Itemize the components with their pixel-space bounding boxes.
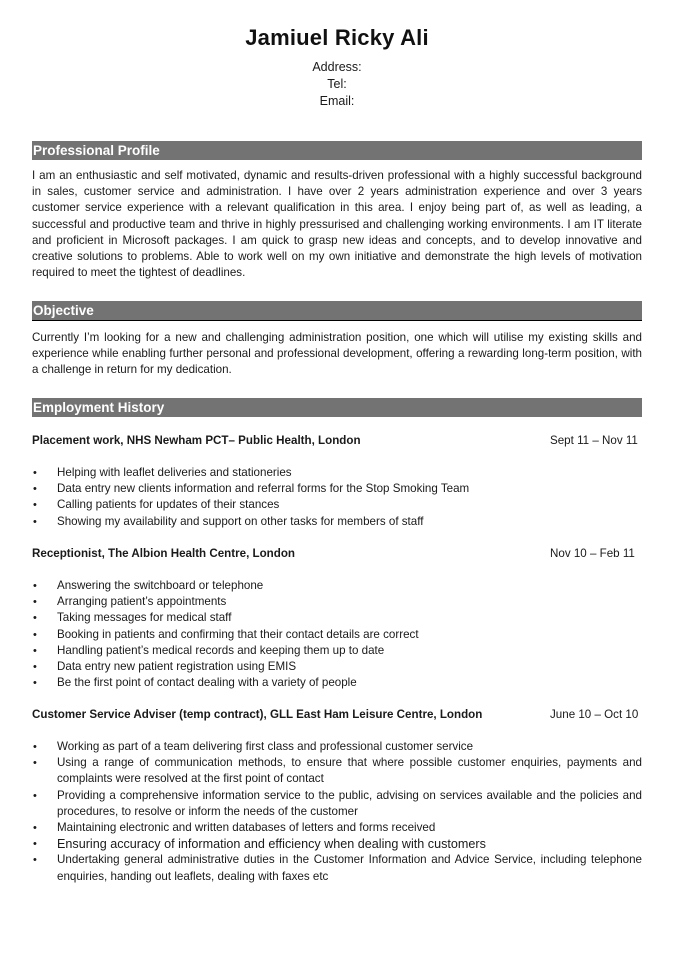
list-item: • Answering the switchboard or telephone	[32, 578, 642, 594]
list-item: • Ensuring accuracy of information and efficiency when dealing with customers	[33, 837, 486, 852]
bullet-icon: •	[33, 854, 37, 867]
bullet-icon: •	[33, 483, 37, 496]
bullet-icon: •	[33, 580, 37, 592]
bullet-icon: •	[33, 661, 37, 674]
professional-profile-text: I am an enthusiastic and self motivated, dynamic and results-driven professional with a highly successful background in sales, customer service and administration. I have over 2 years administration experience and over 3 years customer service experience with a relevant qualification in this area. I enjoy being part of, as well as leading, a successful and productive team and thrive in highly pressurised and challenging working environments. I am IT literate and proficient in Microsoft packages. I am quick to grasp new ideas and concepts, and to develop innovative and creative solutions to problems. Able to work well on my own initiative and demonstrate the high levels of motivation required to meet the tightest of deadlines.	[32, 169, 642, 280]
job-heading	[32, 546, 642, 562]
section-header-employment-history: Employment History	[32, 398, 642, 417]
list-item: • Maintaining electronic and written databases of letters and forms received	[32, 820, 642, 836]
tel-label: Tel:	[327, 77, 347, 91]
job-title: Customer Service Adviser (temp contract), GLL East Ham Leisure Centre, London	[32, 708, 483, 721]
list-item: • Data entry new clients information and referral forms for the Stop Smoking Team	[32, 481, 642, 497]
list-item: • Be the first point of contact dealing with a variety of people	[32, 675, 642, 691]
bullet-icon: •	[33, 499, 37, 512]
bullet-icon: •	[33, 644, 37, 657]
list-item: • Providing a comprehensive information service to the public, advising on services available and the policies and procedures, to resolve or inform the needs of the customer	[33, 788, 642, 818]
job-title: Receptionist, The Albion Health Centre, London	[32, 547, 296, 560]
list-item: • Working as part of a team delivering first class and professional customer service	[32, 739, 642, 755]
job-title: Placement work, NHS Newham PCT– Public Health, London	[32, 434, 361, 447]
list-item: • Undertaking general administrative duties in the Customer Information and Advice Service, including telephone enquiries, handing out leaflets, dealing with faxes etc	[33, 853, 642, 883]
bullet-icon: •	[33, 596, 37, 609]
section-header-professional-profile: Professional Profile	[32, 141, 642, 160]
job-duties-list	[32, 578, 642, 691]
list-item: • Handling patient’s medical records and keeping them up to date	[32, 643, 642, 659]
bullet-icon: •	[33, 612, 37, 625]
bullet-icon: •	[33, 467, 37, 479]
list-item: • Showing my availability and support on other tasks for members of staff	[32, 514, 642, 530]
bullet-icon: •	[33, 628, 37, 641]
list-item: • Calling patients for updates of their stances	[32, 497, 642, 513]
email-label: Email:	[319, 94, 355, 108]
job-dates: June 10 – Oct 10	[550, 708, 639, 721]
list-item: • Arranging patient’s appointments	[32, 594, 642, 610]
list-item: • Booking in patients and confirming that their contact details are correct	[32, 627, 642, 643]
job-duties-list	[32, 465, 642, 530]
section-header-objective: Objective	[32, 301, 642, 321]
list-item: • Using a range of communication methods, to ensure that where possible customer enquiries, payments and complaints were resolved at the first point of contact	[33, 756, 642, 786]
objective-text: Currently I’m looking for a new and challenging administration position, one which will utilise my existing skills and experience while enabling further personal and professional development, offering a rewarding long-term position, with a challenge in return for my dedication.	[32, 331, 642, 377]
job-heading	[32, 707, 642, 723]
candidate-name: Jamiuel Ricky Ali	[245, 25, 429, 50]
job-heading	[32, 433, 642, 449]
bullet-icon: •	[33, 741, 37, 753]
list-item: • Data entry new patient registration using EMIS	[32, 659, 642, 675]
job-dates: Nov 10 – Feb 11	[550, 547, 635, 560]
bullet-icon: •	[33, 822, 37, 835]
bullet-icon: •	[33, 789, 37, 802]
list-item: • Taking messages for medical staff	[32, 610, 642, 626]
bullet-icon: •	[33, 677, 37, 690]
job-dates: Sept 11 – Nov 11	[550, 434, 638, 447]
list-item: • Helping with leaflet deliveries and stationeries	[32, 465, 642, 481]
bullet-icon: •	[33, 515, 37, 528]
contact-block	[32, 59, 642, 110]
bullet-icon: •	[33, 757, 37, 770]
job-duties-list	[32, 739, 642, 885]
address-label: Address:	[312, 60, 362, 74]
bullet-icon: •	[33, 838, 37, 851]
